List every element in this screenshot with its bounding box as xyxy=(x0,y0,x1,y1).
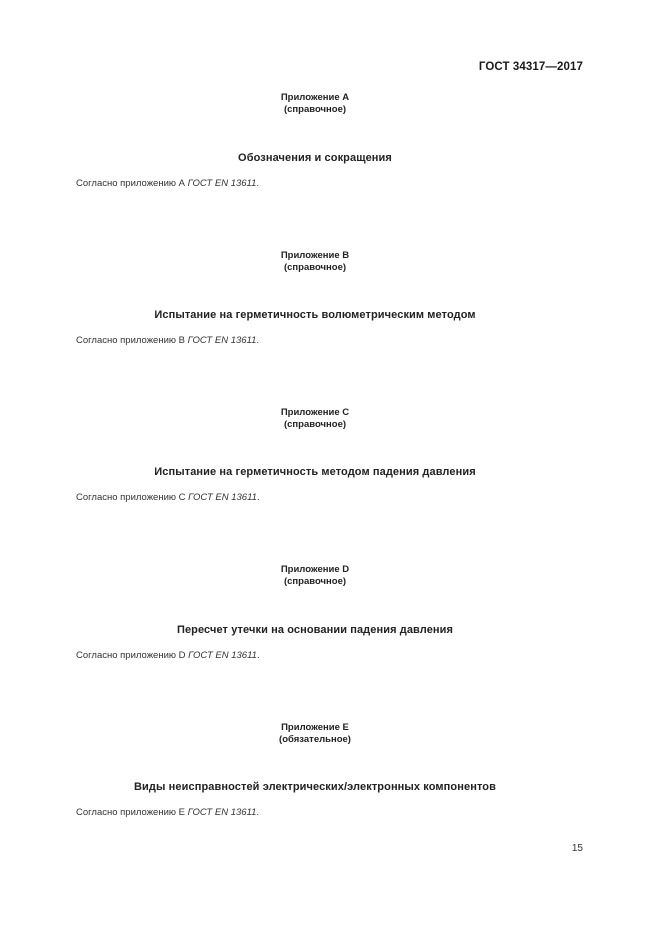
annex-a-body-ref: ГОСТ EN 13611 xyxy=(187,178,257,189)
annex-d-heading xyxy=(0,564,630,588)
annex-c-heading xyxy=(0,407,630,431)
annex-b-heading xyxy=(0,250,630,274)
annex-c-body xyxy=(76,492,260,503)
annex-b-body xyxy=(76,335,259,346)
annex-e-heading xyxy=(0,722,630,746)
annex-b-body-ref: ГОСТ EN 13611 xyxy=(187,335,257,346)
document-code: ГОСТ 34317—2017 xyxy=(478,61,583,73)
annex-a-label: Приложение А xyxy=(280,92,350,103)
annex-e-body-prefix: Согласно приложению Е xyxy=(76,807,188,818)
page-number: 15 xyxy=(571,843,583,854)
annex-a-body xyxy=(76,178,259,189)
annex-a-body-suffix: . xyxy=(256,178,260,189)
annex-a-title: Обозначения и сокращения xyxy=(238,152,392,164)
annex-c-label: Приложение С xyxy=(280,407,350,418)
annex-e-title: Виды неисправностей электрических/электронных компонентов xyxy=(134,781,496,793)
annex-d-body-suffix: . xyxy=(256,650,260,661)
annex-d-title: Пересчет утечки на основании падения давления xyxy=(176,624,454,636)
annex-c-status: (справочное) xyxy=(283,419,347,430)
annex-d-body-prefix: Согласно приложению D xyxy=(76,650,189,661)
annex-b-body-prefix: Согласно приложению В xyxy=(76,335,188,346)
annex-e-status: (обязательное) xyxy=(279,734,351,745)
annex-c-body-ref: ГОСТ EN 13611 xyxy=(188,492,257,503)
annex-c-body-suffix: . xyxy=(256,492,260,503)
annex-a-heading xyxy=(0,92,630,116)
annex-d-body xyxy=(76,650,260,661)
annex-e-label: Приложение Е xyxy=(281,722,349,733)
annex-a-body-prefix: Согласно приложению А xyxy=(76,178,188,189)
annex-b-body-suffix: . xyxy=(256,335,260,346)
annex-c-body-prefix: Согласно приложению С xyxy=(76,492,189,503)
annex-e-body-ref: ГОСТ EN 13611 xyxy=(187,807,257,818)
annex-d-label: Приложение D xyxy=(280,564,350,575)
annex-c-title: Испытание на герметичность методом падения давления xyxy=(154,466,476,478)
annex-b-label: Приложение В xyxy=(280,250,350,261)
annex-e-body-suffix: . xyxy=(256,807,260,818)
annex-a-status: (справочное) xyxy=(283,104,347,115)
annex-d-status: (справочное) xyxy=(283,576,347,587)
annex-b-status: (справочное) xyxy=(283,262,347,273)
annex-d-body-ref: ГОСТ EN 13611 xyxy=(188,650,257,661)
annex-e-body xyxy=(76,807,259,818)
annex-b-title: Испытание на герметичность волюметрическим методом xyxy=(154,309,476,321)
